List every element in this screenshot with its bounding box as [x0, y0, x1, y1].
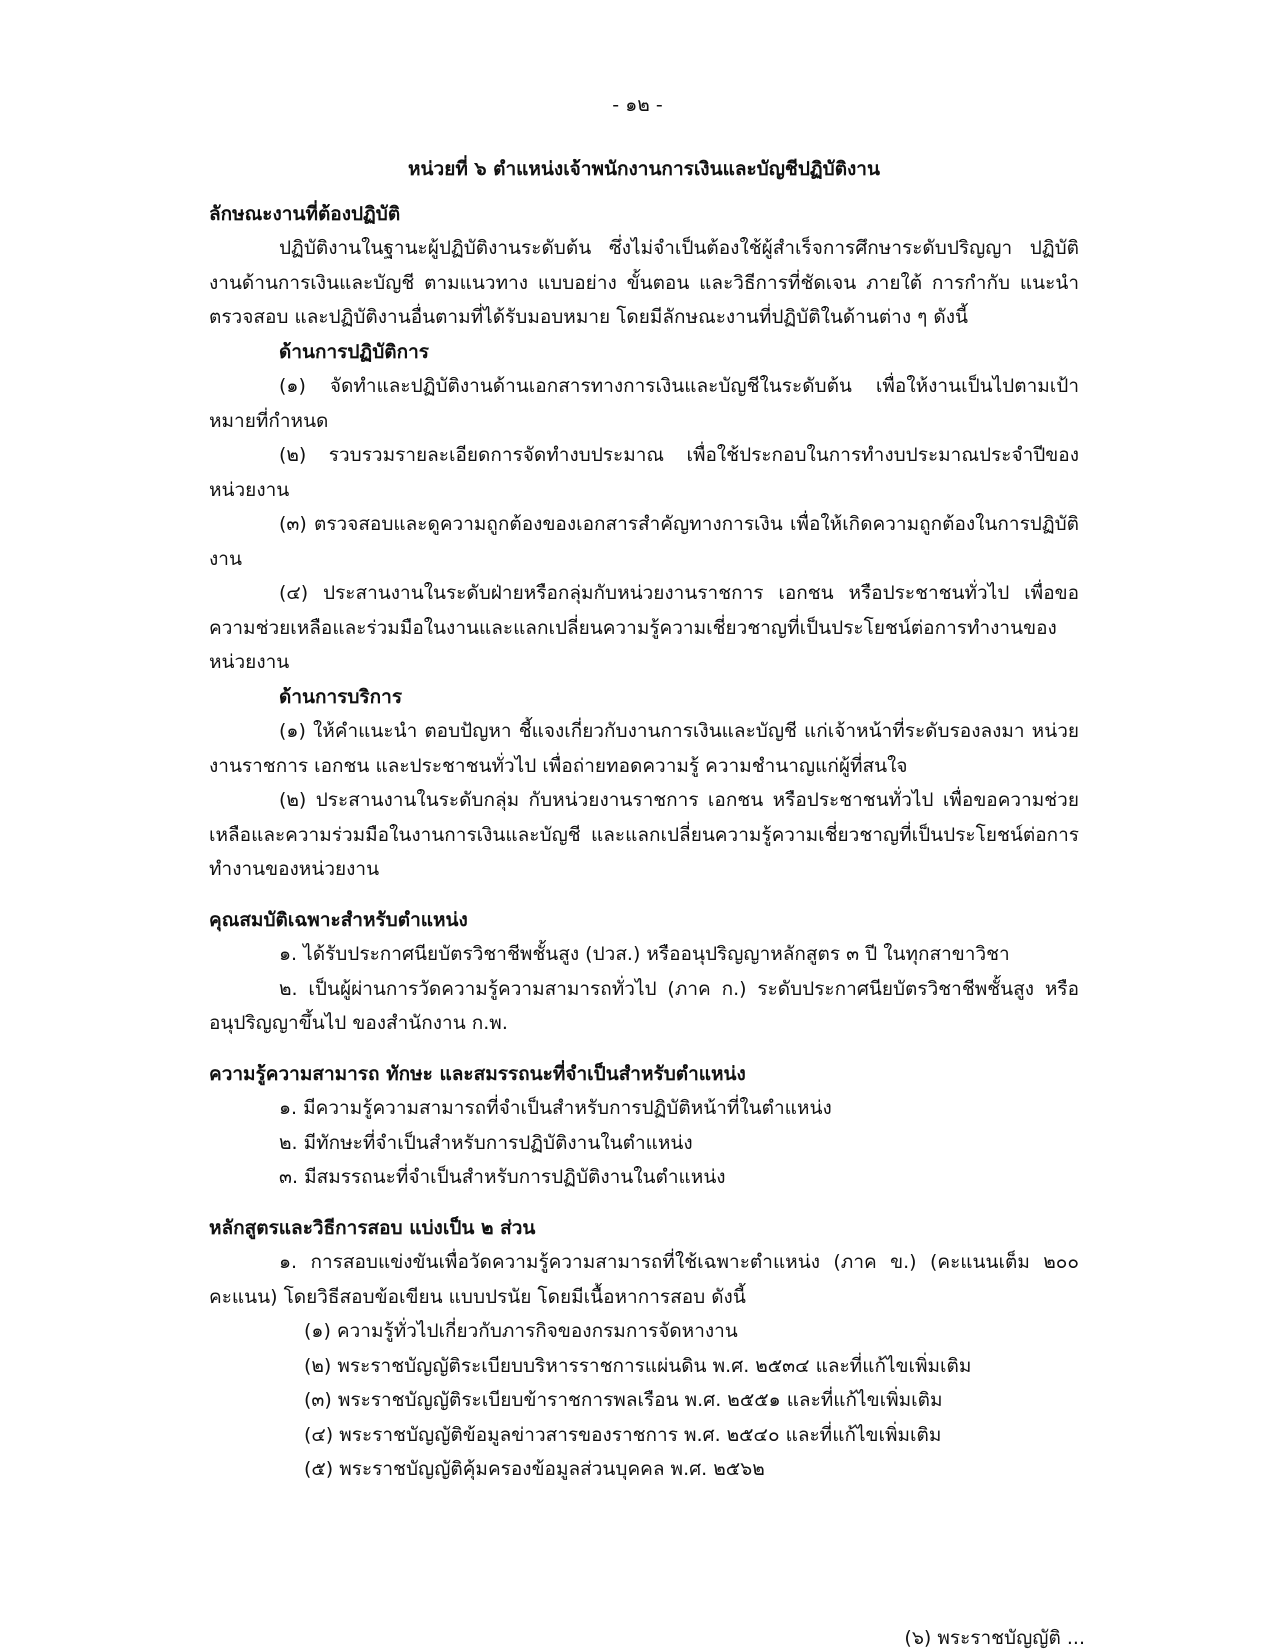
qualification-item: ๒. เป็นผู้ผ่านการวัดความรู้ความสามารถทั่วไป (ภาค ก.) ระดับประกาศนียบัตรวิชาชีพชั้นสูง หรืออนุปริญญาขึ้นไป ของสำนักงาน ก.พ.: [209, 977, 1079, 1034]
exam-topic: (๔) พระราชบัญญัติข้อมูลข่าวสารของราชการ พ.ศ. ๒๕๔๐ และที่แก้ไขเพิ่มเติม: [304, 1423, 942, 1446]
services-item: (๒) ประสานงานในระดับกลุ่ม กับหน่วยงานราชการ เอกชน หรือประชาชนทั่วไป เพื่อขอความช่วยเหลือและความร่วมมือในงานการเงินและบัญชี และแลกเปลี่ยนความรู้ความเชี่ยวชาญที่เป็นประโยชน์ต่อการทำงานของหน่วยงาน: [209, 789, 1079, 880]
competency-item: ๒. มีทักษะที่จำเป็นสำหรับการปฏิบัติงานในตำแหน่ง: [279, 1131, 693, 1154]
page-number: - ๑๒ -: [612, 94, 663, 116]
exam-topic: (๕) พระราชบัญญัติคุ้มครองข้อมูลส่วนบุคคล พ.ศ. ๒๕๖๒: [304, 1458, 765, 1480]
page-title: หน่วยที่ ๖ ตำแหน่งเจ้าพนักงานการเงินและบัญชีปฏิบัติงาน: [408, 158, 880, 180]
operations-heading: ด้านการปฏิบัติการ: [279, 340, 429, 363]
exam-part-1: ๑. การสอบแข่งขันเพื่อวัดความรู้ความสามารถที่ใช้เฉพาะตำแหน่ง (ภาค ข.) (คะแนนเต็ม ๒๐๐ คะแนน) โดยวิธีสอบข้อเขียน แบบปรนัย โดยมีเนื้อหาการสอบ ดังนี้: [209, 1251, 1079, 1308]
exam-heading: หลักสูตรและวิธีการสอบ แบ่งเป็น ๒ ส่วน: [209, 1216, 536, 1239]
services-item: (๑) ให้คำแนะนำ ตอบปัญหา ชี้แจงเกี่ยวกับงานการเงินและบัญชี แก่เจ้าหน้าที่ระดับรองลงมา หน่วยงานราชการ เอกชน และประชาชนทั่วไป เพื่อถ่ายทอดความรู้ ความชำนาญแก่ผู้ที่สนใจ: [209, 720, 1079, 777]
exam-topic: (๓) พระราชบัญญัติระเบียบข้าราชการพลเรือน พ.ศ. ๒๕๕๑ และที่แก้ไขเพิ่มเติม: [304, 1389, 943, 1411]
qualifications-heading: คุณสมบัติเฉพาะสำหรับตำแหน่ง: [209, 908, 468, 931]
services-heading: ด้านการบริการ: [279, 685, 403, 708]
competency-item: ๑. มีความรู้ความสามารถที่จำเป็นสำหรับการปฏิบัติหน้าที่ในตำแหน่ง: [279, 1097, 832, 1119]
operations-item: (๒) รวบรวมรายละเอียดการจัดทำงบประมาณ เพื่อใช้ประกอบในการทำงบประมาณประจำปีของหน่วยงาน: [209, 444, 1079, 501]
operations-item: (๓) ตรวจสอบและดูความถูกต้องของเอกสารสำคัญทางการเงิน เพื่อให้เกิดความถูกต้องในการปฏิบัติงาน: [209, 513, 1079, 570]
continued-marker: (๖) พระราชบัญญัติ ...: [904, 1627, 1085, 1649]
competencies-heading: ความรู้ความสามารถ ทักษะ และสมรรถนะที่จำเป็นสำหรับตำแหน่ง: [209, 1062, 746, 1085]
job-nature-heading: ลักษณะงานที่ต้องปฏิบัติ: [209, 202, 401, 225]
document-body: [209, 152, 1079, 1487]
competency-item: ๓. มีสมรรถนะที่จำเป็นสำหรับการปฏิบัติงานในตำแหน่ง: [279, 1166, 726, 1188]
exam-topic: (๒) พระราชบัญญัติระเบียบบริหารราชการแผ่นดิน พ.ศ. ๒๕๓๔ และที่แก้ไขเพิ่มเติม: [304, 1354, 972, 1377]
exam-topic: (๑) ความรู้ทั่วไปเกี่ยวกับภารกิจของกรมการจัดหางาน: [304, 1320, 738, 1342]
operations-item: (๑) จัดทำและปฏิบัติงานด้านเอกสารทางการเงินและบัญชีในระดับต้น เพื่อให้งานเป็นไปตามเป้าหมายที่กำหนด: [209, 375, 1079, 432]
job-nature-intro: ปฏิบัติงานในฐานะผู้ปฏิบัติงานระดับต้น ซึ่งไม่จำเป็นต้องใช้ผู้สำเร็จการศึกษาระดับปริญญา ปฏิบัติงานด้านการเงินและบัญชี ตามแนวทาง แบบอย่าง ขั้นตอน และวิธีการที่ชัดเจน ภายใต้ การกำกับ แนะนำ ตรวจสอบ และปฏิบัติงานอื่นตามที่ได้รับมอบหมาย โดยมีลักษณะงานที่ปฏิบัติในด้านต่าง ๆ ดังนี้: [209, 237, 1079, 328]
qualification-item: ๑. ได้รับประกาศนียบัตรวิชาชีพชั้นสูง (ปวส.) หรืออนุปริญญาหลักสูตร ๓ ปี ในทุกสาขาวิชา: [279, 943, 1010, 965]
operations-item: (๔) ประสานงานในระดับฝ่ายหรือกลุ่มกับหน่วยงานราชการ เอกชน หรือประชาชนทั่วไป เพื่อขอความช่วยเหลือและร่วมมือในงานและแลกเปลี่ยนความรู้ความเชี่ยวชาญที่เป็นประโยชน์ต่อการทำงานของหน่วยงาน: [209, 582, 1079, 673]
